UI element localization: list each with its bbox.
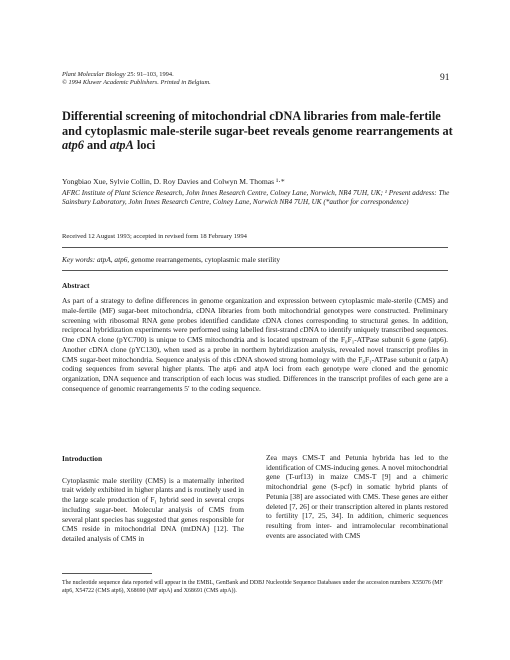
title-part-1: Differential screening of mitochondrial cDNA libraries from male-fertile and cytoplasmic male-sterile sugar-beet reveals genome rearrangements at — [62, 109, 453, 138]
abstract-text: As part of a strategy to define differences in genome organization and expression between cytoplasmic male-sterile (CMS) and male-fertile (MF) sugar-beet mitochondria, cDNA libraries from both mitochondrial genotypes were constructed. Preliminary screening with ribosomal RNA gene probes identified candidate cDNA clones corresponding to structural genes. In addition, reciprocal hybridization experiments were performed using labelled first-strand cDNA to identify uniquely transcribed sequences. One cDNA clone (pYC700) is unique to CMS mitochondria and is located upstream of the F₀F₁-ATPase subunit 6 gene (atp6). Another cDNA clone (pYC130), when used as a probe in northern hybridization analysis, revealed novel transcript profiles in CMS sugar-beet mitochondria. Sequence analysis of this cDNA showed strong homology with the F₀F₁-ATPase subunit α (atpA) coding sequences from several higher plants. The atp6 and atpA loci from each genotype were cloned and the genomic organization, DNA sequence and transcription of each locus was studied. Differences in the transcript profiles of each gene are a consequence of genomic rearrangements 5′ to the coding sequence. — [62, 296, 448, 393]
title-and: and — [83, 138, 110, 153]
paper-title — [62, 109, 462, 153]
keywords-rest: genome rearrangements, cytoplasmic male sterility — [129, 255, 280, 264]
abstract-heading: Abstract — [62, 281, 90, 290]
journal-name: Plant Molecular Biology — [62, 71, 126, 78]
title-gene-2: atpA — [109, 138, 134, 153]
journal-reference — [62, 71, 211, 88]
introduction-heading: Introduction — [62, 454, 103, 463]
affiliation: AFRC Institute of Plant Science Research, John Innes Research Centre, Colney Lane, Norwich, NR4 7UH, UK; ¹ Present address: The Sainsbury Laboratory, John Innes Research Centre, Colney Lane, Norwich NR4 7UH, UK (*author for correspondence) — [62, 189, 450, 207]
copyright-line: © 1994 Kluwer Academic Publishers. Printed in Belgium. — [62, 79, 211, 87]
received-dates: Received 12 August 1993; accepted in revised form 18 February 1994 — [62, 233, 247, 240]
introduction-left-text: Cytoplasmic male sterility (CMS) is a maternally inherited trait widely exhibited in higher plants and is routinely used in the large scale production of F₁ hybrid seed in several crops including sugar-beet. Molecular analysis of CMS from several plant species has suggested that genes responsible for CMS reside in mitochondrial DNA (mtDNA) [12]. The detailed analysis of CMS in — [62, 475, 244, 543]
journal-line-1 — [62, 71, 211, 79]
column-right — [266, 453, 448, 540]
title-part-2: loci — [133, 138, 156, 153]
page-number: 91 — [440, 73, 450, 83]
keywords — [62, 255, 280, 264]
keywords-label: Key words: — [62, 255, 96, 264]
footnote-rule — [62, 573, 152, 574]
divider-bottom — [62, 270, 448, 271]
introduction-right-text: Zea mays CMS-T and Petunia hybrida has led to the identification of CMS-inducing genes. A novel mitochondrial gene (T-urf13) in maize CMS-T [9] and a chimeric mitochondrial gene (S-pcf) in somatic hybrid plants of Petunia [38] are associated with CMS. These genes are either deleted [7, 26] or their transcription altered in plants restored to fertility [17, 25, 34]. In addition, chimeric sequences resulting from inter- and intramolecular recombinational events are associated with CMS — [266, 453, 448, 540]
title-gene-1: atp6 — [62, 138, 84, 153]
divider-top — [62, 247, 448, 248]
authors: Yongbiao Xue, Sylvie Collin, D. Roy Davies and Colwyn M. Thomas ¹·* — [62, 177, 285, 186]
journal-volume: 25: 91–103, 1994. — [127, 71, 174, 78]
column-left — [62, 454, 244, 544]
keywords-genes: atpA, atp6, — [97, 255, 130, 264]
footnote: The nucleotide sequence data reported will appear in the EMBL, GenBank and DDBJ Nucleotide Sequence Databases under the accession numbers X55076 (MF atp6, X54722 (CMS atp6), X68690 (MF atpA) and X68691 (CMS atpA)). — [62, 580, 443, 594]
